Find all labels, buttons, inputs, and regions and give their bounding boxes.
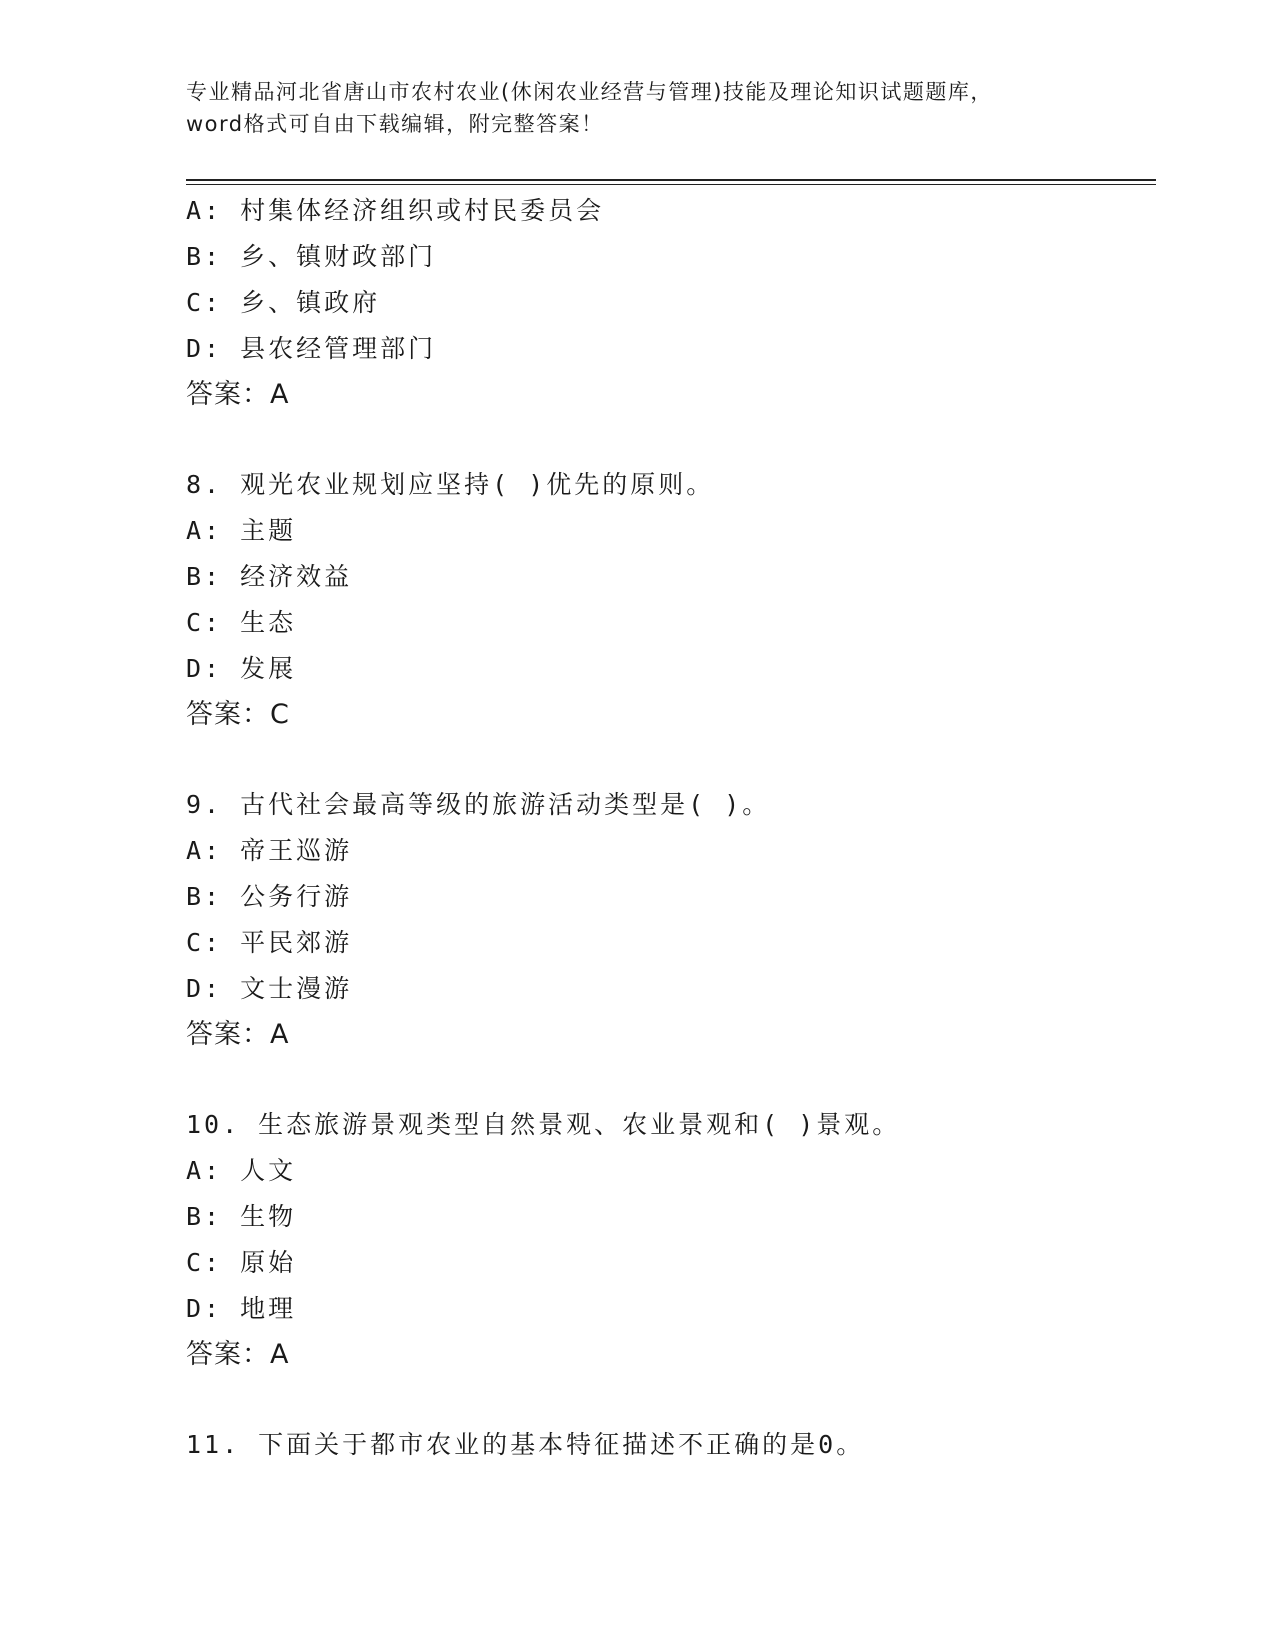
option-c (186, 1240, 1166, 1286)
option-key: D: (186, 334, 223, 363)
option-key: C: (186, 608, 223, 637)
option-c (186, 920, 1166, 966)
option-key: C: (186, 288, 223, 317)
answer-line: 答案：C (186, 699, 290, 730)
question-number: 11. (186, 1430, 241, 1459)
option-text: 文士漫游 (240, 974, 353, 1003)
header-divider-thick (186, 179, 1156, 181)
option-b (186, 234, 1166, 280)
document-header (186, 76, 1106, 140)
option-text: 帝王巡游 (240, 836, 353, 865)
option-text: 乡、镇财政部门 (240, 242, 437, 271)
question-block-10 (186, 1102, 1166, 1378)
option-c (186, 600, 1166, 646)
option-b (186, 1194, 1166, 1240)
option-a (186, 508, 1166, 554)
question-stem: 观光农业规划应坚持( )优先的原则。 (240, 470, 715, 499)
answer-line: 答案：A (186, 1019, 290, 1050)
option-text: 乡、镇政府 (240, 288, 381, 317)
answer-line: 答案：A (186, 1339, 290, 1370)
question-stem: 古代社会最高等级的旅游活动类型是( )。 (240, 790, 771, 819)
option-key: B: (186, 562, 223, 591)
option-b (186, 554, 1166, 600)
option-key: A: (186, 1156, 223, 1185)
header-line-2: word格式可自由下载编辑，附完整答案！ (186, 112, 604, 136)
option-text: 生物 (240, 1202, 297, 1231)
option-text: 原始 (240, 1248, 297, 1277)
question-number: 8. (186, 470, 223, 499)
option-a (186, 1148, 1166, 1194)
question-text (186, 782, 1166, 828)
option-text: 经济效益 (240, 562, 353, 591)
option-text: 生态 (240, 608, 297, 637)
question-text (186, 1102, 1166, 1148)
question-block-11 (186, 1422, 1166, 1468)
option-d (186, 1286, 1166, 1332)
option-key: A: (186, 836, 223, 865)
option-c (186, 280, 1166, 326)
header-line-1: 专业精品河北省唐山市农村农业(休闲农业经营与管理)技能及理论知识试题题库， (186, 80, 993, 104)
option-text: 村集体经济组织或村民委员会 (240, 196, 605, 225)
option-key: C: (186, 1248, 223, 1277)
option-a (186, 828, 1166, 874)
option-key: B: (186, 1202, 223, 1231)
option-d (186, 326, 1166, 372)
option-key: B: (186, 242, 223, 271)
question-stem: 下面关于都市农业的基本特征描述不正确的是0。 (258, 1430, 865, 1459)
question-text (186, 462, 1166, 508)
header-divider-thin (186, 184, 1156, 185)
option-text: 人文 (240, 1156, 297, 1185)
option-key: D: (186, 1294, 223, 1323)
option-key: A: (186, 516, 223, 545)
question-stem: 生态旅游景观类型自然景观、农业景观和( )景观。 (258, 1110, 901, 1139)
question-number: 10. (186, 1110, 241, 1139)
option-key: D: (186, 654, 223, 683)
option-text: 平民郊游 (240, 928, 353, 957)
option-b (186, 874, 1166, 920)
question-number: 9. (186, 790, 223, 819)
option-text: 主题 (240, 516, 297, 545)
option-key: D: (186, 974, 223, 1003)
option-text: 公务行游 (240, 882, 353, 911)
question-block-8 (186, 462, 1166, 738)
option-key: B: (186, 882, 223, 911)
option-d (186, 646, 1166, 692)
answer-line: 答案：A (186, 379, 290, 410)
option-text: 县农经管理部门 (240, 334, 437, 363)
question-text (186, 1422, 1166, 1468)
option-d (186, 966, 1166, 1012)
option-text: 发展 (240, 654, 297, 683)
option-a (186, 188, 1166, 234)
question-block-9 (186, 782, 1166, 1058)
question-block-prev (186, 188, 1166, 418)
option-key: C: (186, 928, 223, 957)
option-key: A: (186, 196, 223, 225)
option-text: 地理 (240, 1294, 297, 1323)
question-list (186, 188, 1166, 1468)
